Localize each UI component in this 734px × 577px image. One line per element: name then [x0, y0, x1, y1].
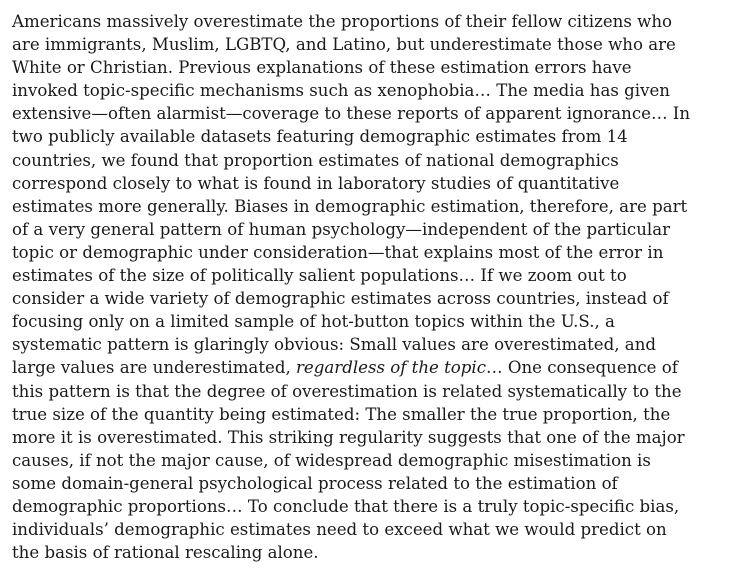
text-line-19: more it is overestimated. This striking regularity suggests that one of the major	[12, 427, 685, 447]
text-line-7: countries, we found that proportion estimates of national demographics	[12, 150, 619, 170]
text-line-17: this pattern is that the degree of overestimation is related systematically to the	[12, 381, 682, 401]
text-line-10: of a very general pattern of human psychology—independent of the particular	[12, 219, 671, 239]
text-line-20: causes, if not the major cause, of widespread demographic misestimation is	[12, 450, 651, 470]
emphasized-phrase: regardless of the topic	[296, 358, 486, 378]
text-line-16	[12, 356, 730, 379]
text-line-13: consider a wide variety of demographic estimates across countries, instead of	[12, 289, 669, 309]
text-line-18: true size of the quantity being estimated: The smaller the true proportion, the	[12, 404, 671, 424]
text-line-3: White or Christian. Previous explanations of these estimation errors have	[12, 58, 632, 78]
text-line-16-end: … One consequence of	[486, 358, 678, 378]
text-line-23: individuals’ demographic estimates need to exceed what we would predict on	[12, 520, 667, 540]
text-line-9: estimates more generally. Biases in demographic estimation, therefore, are part	[12, 196, 688, 216]
text-line-1: Americans massively overestimate the proportions of their fellow citizens who	[12, 12, 672, 31]
text-line-2: are immigrants, Muslim, LGBTQ, and Latino, but underestimate those who are	[12, 35, 676, 55]
text-line-22: demographic proportions… To conclude that there is a truly topic-specific bias,	[12, 496, 680, 516]
text-line-14: focusing only on a limited sample of hot-button topics within the U.S., a	[12, 312, 615, 332]
text-line-15: systematic pattern is glaringly obvious: Small values are overestimated, and	[12, 335, 657, 355]
text-line-5: extensive—often alarmist—coverage to these reports of apparent ignorance… In	[12, 104, 691, 124]
quote-paragraph	[12, 10, 730, 564]
text-line-24: the basis of rational rescaling alone.	[12, 543, 319, 563]
text-line-12: estimates of the size of politically salient populations… If we zoom out to	[12, 266, 627, 286]
text-line-6: two publicly available datasets featuring demographic estimates from 14	[12, 127, 628, 147]
text-line-21: some domain-general psychological process related to the estimation of	[12, 473, 618, 493]
text-line-11: topic or demographic under consideration—that explains most of the error in	[12, 242, 664, 262]
text-line-16-start: large values are underestimated,	[12, 358, 296, 378]
text-line-4: invoked topic-specific mechanisms such as xenophobia… The media has given	[12, 81, 670, 101]
text-line-8: correspond closely to what is found in laboratory studies of quantitative	[12, 173, 620, 193]
